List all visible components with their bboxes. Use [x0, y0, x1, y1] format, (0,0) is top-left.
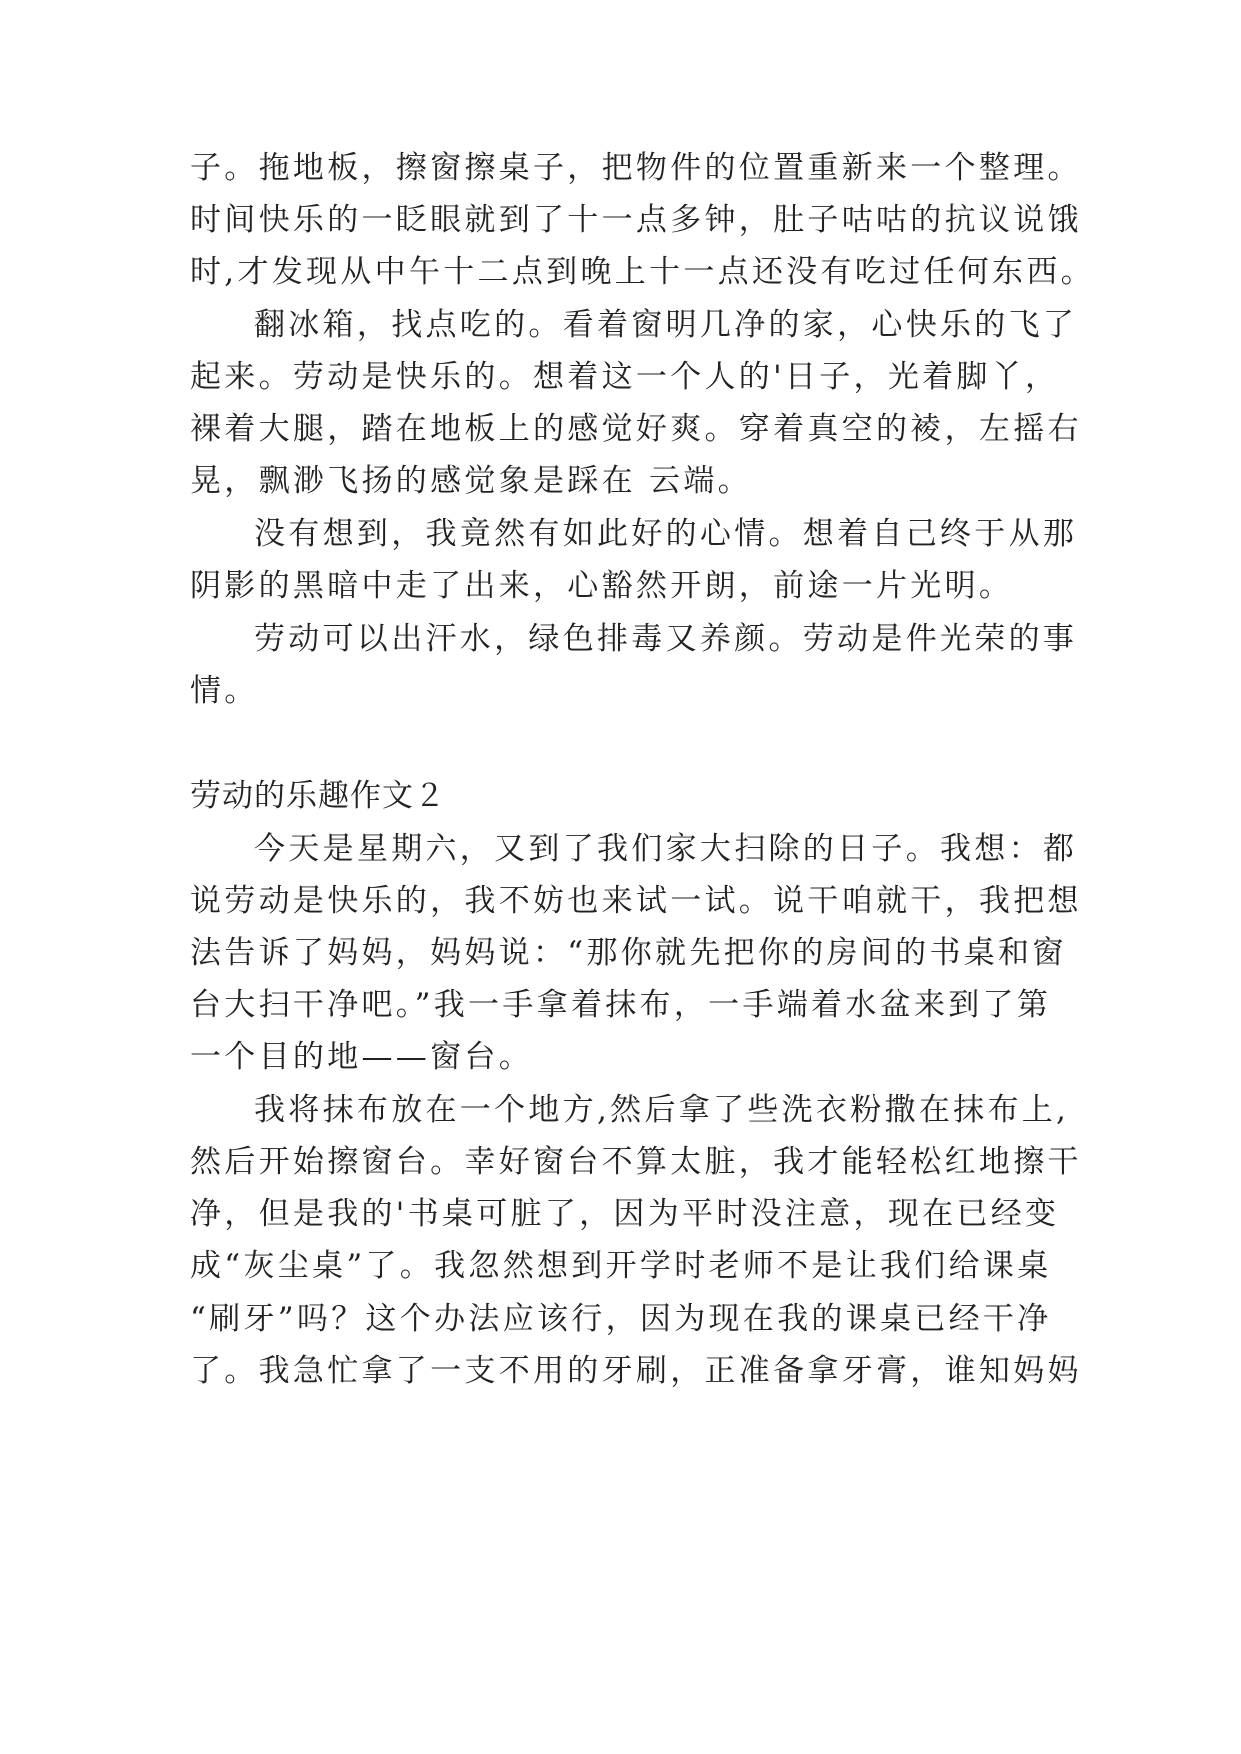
- text-line: 一个目的地——窗台。: [190, 1039, 533, 1075]
- text-line: 成“灰尘桌”了。我忽然想到开学时老师不是让我们给课桌: [190, 1248, 1052, 1284]
- text-line: 裸着大腿，踏在地板上的感觉好爽。穿着真空的裬，左摇右: [190, 411, 1082, 447]
- paragraph-start-line: 今天是星期六，又到了我们家大扫除的日子。我想：都: [254, 831, 1078, 867]
- text-line: 了。我急忙拿了一支不用的牙刷，正准备拿牙膏，谁知妈妈: [190, 1353, 1082, 1389]
- text-line: 法告诉了妈妈，妈妈说：“那你就先把你的房间的书桌和窗: [190, 935, 1067, 971]
- text-line: 净，但是我的'书桌可脏了，因为平时没注意，现在已经变: [190, 1196, 1060, 1232]
- section-heading: 劳动的乐趣作文２: [190, 778, 446, 814]
- text-line: 时,才发现从中午十二点到晚上十一点还没有吃过任何东西。: [190, 254, 1095, 290]
- text-line: 阴影的黑暗中走了出来，心豁然开朗，前途一片光明。: [190, 568, 1014, 604]
- text-line: 台大扫干净吧。”我一手拿着抹布，一手端着水盆来到了第: [190, 987, 1052, 1023]
- paragraph-start-line: 翻冰箱，找点吃的。看着窗明几净的家，心快乐的飞了: [254, 307, 1078, 343]
- text-line: 起来。劳动是快乐的。想着这一个人的'日子，光着脚丫，: [190, 359, 1060, 395]
- text-line: 然后开始擦窗台。幸好窗台不算太脏，我才能轻松红地擦干: [190, 1144, 1082, 1180]
- text-line: 说劳动是快乐的，我不妨也来试一试。说干咱就干，我把想: [190, 883, 1082, 919]
- text-line: 子。拖地板，擦窗擦桌子，把物件的位置重新来一个整理。: [190, 150, 1082, 186]
- paragraph-start-line: 我将抹布放在一个地方,然后拿了些洗衣粉撒在抹布上,: [254, 1092, 1070, 1128]
- text-line: “刷牙”吗？这个办法应该行，因为现在我的课桌已经干净: [190, 1301, 1052, 1337]
- text-line: 晃，飘渺飞扬的感觉象是踩在 云端。: [190, 463, 752, 499]
- text-line: 时间快乐的一眨眼就到了十一点多钟，肚子咕咕的抗议说饿: [190, 202, 1082, 238]
- text-line: 情。: [190, 673, 259, 709]
- paragraph-start-line: 没有想到，我竟然有如此好的心情。想着自己终于从那: [254, 516, 1078, 552]
- paragraph-start-line: 劳动可以出汗水，绿色排毒又养颜。劳动是件光荣的事: [254, 621, 1078, 657]
